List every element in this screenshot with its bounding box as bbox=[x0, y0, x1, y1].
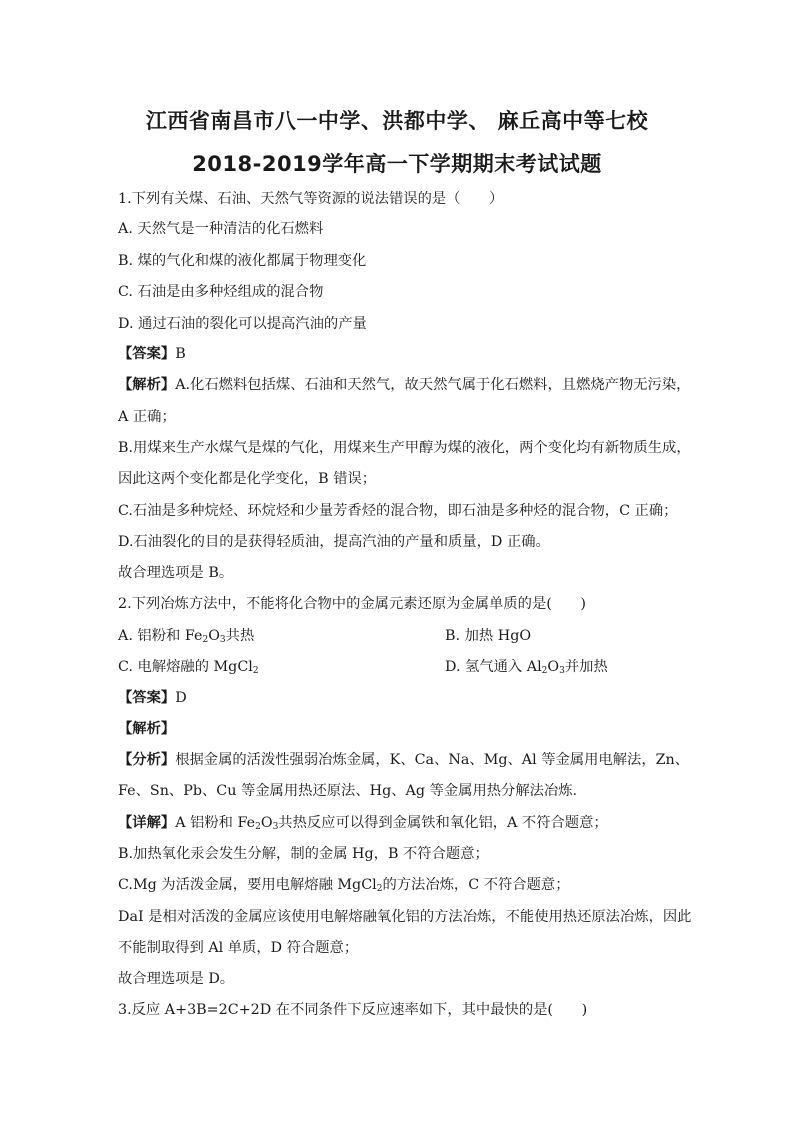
q1-option-b: B. 煤的气化和煤的液化都属于物理变化 bbox=[118, 253, 367, 269]
q1-option-c: C. 石油是由多种烃组成的混合物 bbox=[118, 284, 324, 300]
q2-xiangjie-a-sub2: 3 bbox=[272, 822, 279, 832]
q1-analysis-line4: 因此这两个变化都是化学变化，B 错误； bbox=[118, 471, 377, 487]
document-title-line2: 2018-2019学年高一下学期期末考试试题 bbox=[192, 152, 602, 176]
q2-option-a-post: 共热 bbox=[225, 628, 255, 644]
q2-detail-c-post: 的方法冶炼，C 不符合题意； bbox=[382, 877, 570, 893]
q1-conclusion: 故合理选项是 B。 bbox=[118, 565, 234, 581]
q2-xiangjie-a-sub1: 2 bbox=[255, 822, 261, 832]
q1-analysis-text1: A.化石燃料包括煤、石油和天然气，故天然气属于化石燃料，且燃烧产物无污染， bbox=[175, 377, 691, 393]
q2-xiangjie-a-post: 共热反应可以得到金属铁和氧化铝，A 不符合题意； bbox=[278, 815, 608, 831]
q2-fenxi-line2: Fe、Sn、Pb、Cu 等金属用热还原法、Hg、Ag 等金属用热分解法冶炼. bbox=[118, 783, 578, 799]
q2-option-d-mid: O bbox=[547, 659, 560, 675]
q2-detail-c-pre: C.Mg 为活泼金属，要用电解熔融 MgCl bbox=[118, 877, 377, 893]
document-title-line1: 江西省南昌市八一中学、洪都中学、 麻丘高中等七校 bbox=[145, 109, 649, 133]
q1-answer bbox=[118, 343, 186, 363]
q2-option-a-mid: O bbox=[208, 628, 220, 644]
q2-xiangjie-tag: 【详解】 bbox=[118, 815, 176, 831]
q2-detail-d2: 不能制取得到 Al 单质，D 符合题意； bbox=[118, 940, 359, 956]
q2-option-a-text: A. 铝粉和 Fe bbox=[118, 628, 203, 644]
q1-answer-tag: 【答案】 bbox=[118, 346, 176, 362]
q1-answer-value: B bbox=[175, 346, 186, 362]
q2-detail-c-sub: 2 bbox=[376, 884, 383, 894]
q2-option-d-sub1: 2 bbox=[541, 666, 548, 676]
q1-option-a: A. 天然气是一种清洁的化石燃料 bbox=[118, 221, 324, 237]
q2-option-d-sub2: 3 bbox=[559, 666, 565, 676]
q2-answer-value: D bbox=[175, 690, 187, 706]
q2-detail-b: B.加热氧化汞会发生分解，制的金属 Hg，B 不符合题意； bbox=[118, 846, 489, 862]
q2-fenxi-text1: 根据金属的活泼性强弱冶炼金属，K、Ca、Na、Mg、Al 等金属用电解法，Zn、 bbox=[175, 752, 690, 768]
q2-xiangjie-a-pre: A 铝粉和 Fe bbox=[175, 815, 256, 831]
q1-option-d: D. 通过石油的裂化可以提高汽油的产量 bbox=[118, 316, 367, 332]
q2-xiangjie-line1 bbox=[118, 812, 608, 832]
q1-stem: 1.下列有关煤、石油、天然气等资源的说法错误的是（ ） bbox=[118, 191, 504, 207]
q2-fenxi-line1 bbox=[118, 749, 689, 769]
q2-option-d bbox=[445, 656, 608, 676]
q2-detail-d1: DaI 是相对活泼的金属应该使用电解熔融氧化铝的方法冶炼，不能使用热还原法冶炼，因此 bbox=[118, 909, 692, 925]
q3-stem: 3.反应 A+3B=2C+2D 在不同条件下反应速率如下，其中最快的是( ) bbox=[118, 1002, 588, 1018]
q2-xiangjie-a-mid: O bbox=[260, 815, 273, 831]
q1-analysis-line6: D.石油裂化的目的是获得轻质油，提高汽油的产量和质量，D 正确。 bbox=[118, 534, 550, 550]
q2-option-a-sub1: 2 bbox=[202, 635, 209, 645]
q1-analysis-line1 bbox=[118, 374, 690, 394]
q2-option-c-sub: 2 bbox=[252, 666, 259, 676]
q2-option-a bbox=[118, 625, 254, 645]
q2-analysis-tag: 【解析】 bbox=[118, 721, 176, 737]
q2-option-a-sub2: 3 bbox=[219, 635, 226, 645]
q1-analysis-tag: 【解析】 bbox=[118, 377, 176, 393]
q1-analysis-line2: A 正确； bbox=[118, 409, 176, 425]
q2-option-c bbox=[118, 656, 259, 676]
q2-option-d-text: D. 氢气通入 Al bbox=[445, 659, 542, 675]
q2-option-d-post: 并加热 bbox=[564, 659, 608, 675]
q2-stem: 2.下列冶炼方法中，不能将化合物中的金属元素还原为金属单质的是( ) bbox=[118, 596, 586, 612]
q1-analysis-line3: B.用煤来生产水煤气是煤的气化，用煤来生产甲醇为煤的液化，两个变化均有新物质生成， bbox=[118, 440, 691, 456]
q2-option-b: B. 加热 HgO bbox=[445, 628, 532, 644]
q2-analysis-heading bbox=[118, 718, 175, 738]
q1-analysis-line5: C.石油是多种烷烃、环烷烃和少量芳香烃的混合物，即石油是多种烃的混合物，C 正确； bbox=[118, 503, 678, 519]
q2-fenxi-tag: 【分析】 bbox=[118, 752, 176, 768]
q2-detail-c bbox=[118, 874, 570, 894]
q2-answer-tag: 【答案】 bbox=[118, 690, 176, 706]
q2-answer bbox=[118, 687, 187, 707]
q2-conclusion: 故合理选项是 D。 bbox=[118, 971, 235, 987]
q2-option-c-text: C. 电解熔融的 MgCl bbox=[118, 659, 253, 675]
